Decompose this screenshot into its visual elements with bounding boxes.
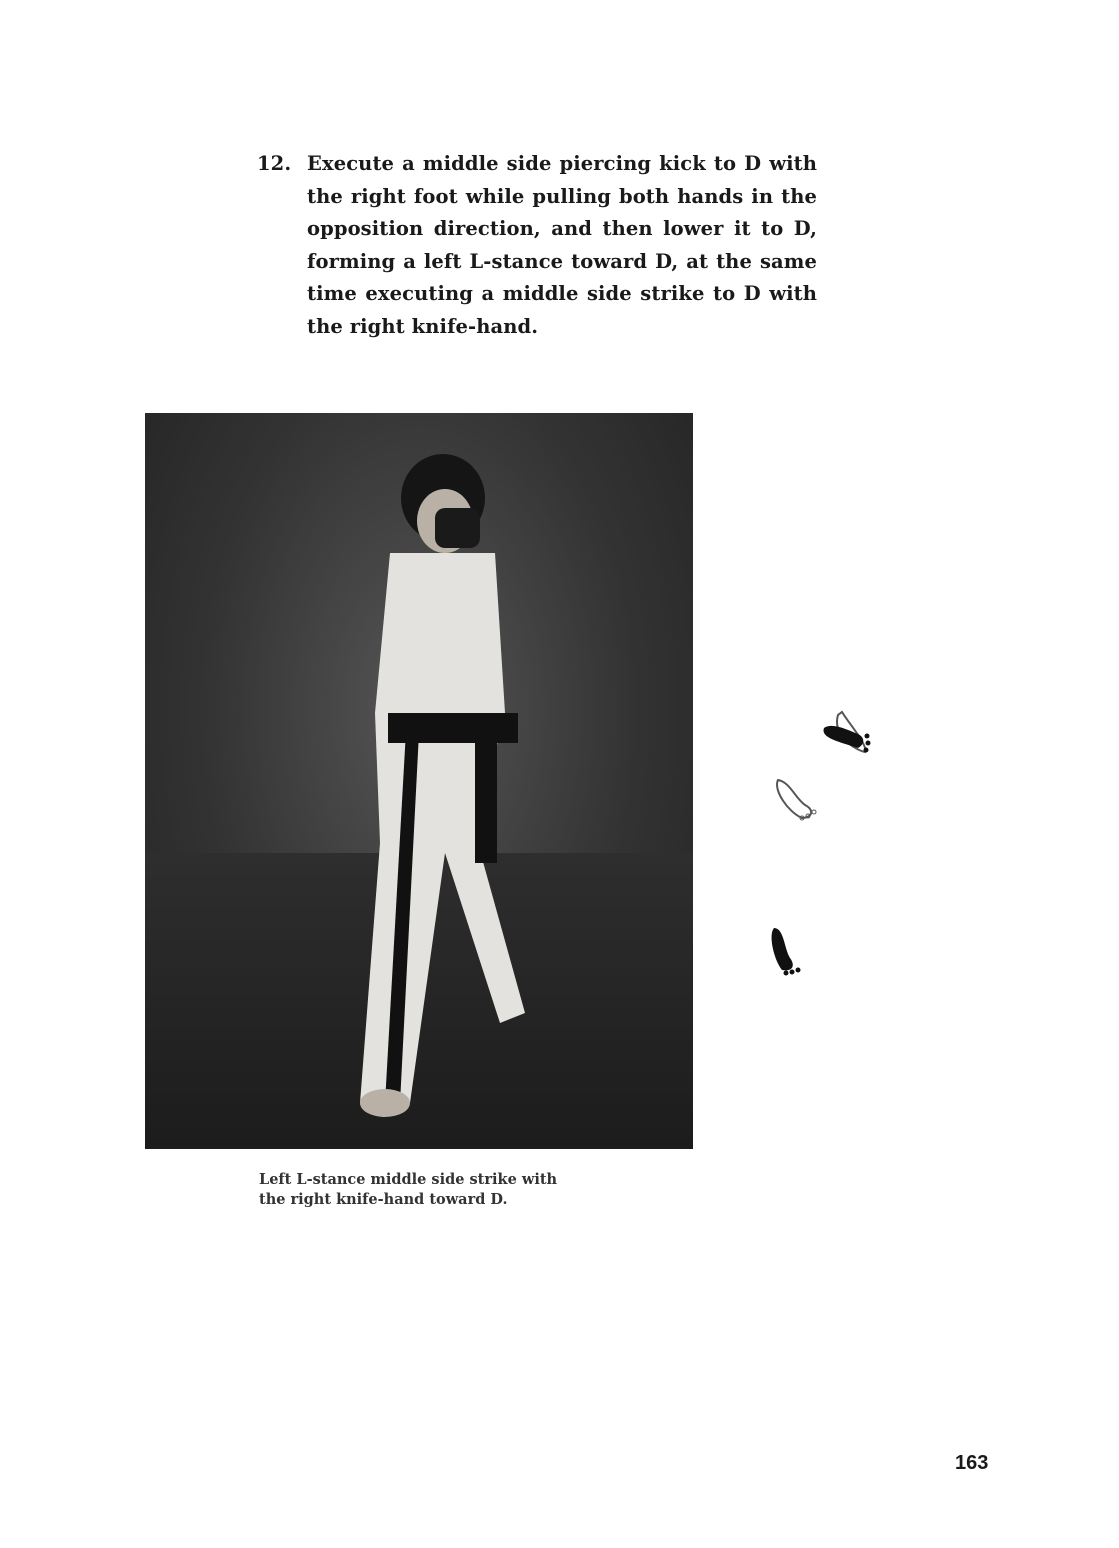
technique-photo — [145, 413, 693, 1149]
step-instruction — [257, 148, 817, 343]
page-number: 163 — [955, 1452, 989, 1474]
caption-line-1: Left L-stance middle side strike with — [259, 1171, 558, 1188]
photo-caption — [259, 1170, 557, 1210]
figure-silhouette — [145, 413, 693, 1149]
caption-line-2: the right knife-hand toward D. — [259, 1191, 508, 1208]
footprint-outline-middle-icon — [777, 780, 816, 820]
footprint-diagram — [740, 690, 920, 990]
step-number: 12. — [257, 152, 292, 175]
step-text: Execute a middle side piercing kick to D with the right foot while pulling both hands in the opposition direction, and then lower it to D, forming a left L-stance toward D, at the same time executing a middle side strike to D with the right knife-hand. — [307, 152, 817, 338]
footprint-filled-bottom-icon — [772, 928, 801, 976]
footprint-filled-top-icon — [823, 726, 870, 753]
